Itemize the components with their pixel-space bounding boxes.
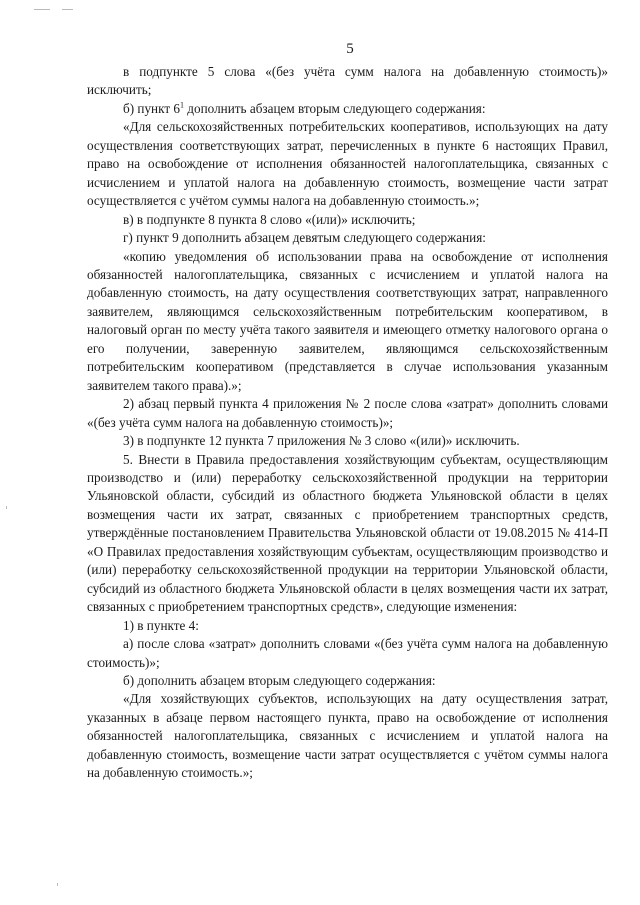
paragraph-8: 3) в подпункте 12 пункта 7 приложения № 3 слово «(или)» исключить.: [123, 433, 520, 449]
paragraph-2-suffix: дополнить абзацем вторым следующего содержания:: [184, 100, 486, 116]
paragraph-4: в) в подпункте 8 пункта 8 слово «(или)» исключить;: [123, 211, 416, 227]
scan-mark-bottom-left: [57, 883, 58, 886]
paragraph-9: 5. Внести в Правила предоставления хозяйствующим субъектам, осуществляющим производство и (или) переработку сельскохозяйственной продукции на территории Ульяновской области, субсидий из областного бюджета Ульяновской области в целях возмещения части их затрат, связанных с приобретением транспортных средств, утверждённые постановлением Правительства Ульяновской области от 19.08.2015 № 414-П «О Правилах предоставления хозяйствующим субъектам, осуществляющим производство и (или) переработку сельскохозяйственной продукции на территории Ульяновской области, субсидий из областного бюджета Ульяновской области в целях возмещения части их затрат, связанных с приобретением транспортных средств», следующие изменения:: [87, 451, 608, 615]
paragraph-5: г) пункт 9 дополнить абзацем девятым следующего содержания:: [123, 230, 486, 246]
page-number: 5: [346, 41, 354, 57]
scan-mark-top-right: [62, 9, 73, 10]
paragraph-2: [87, 100, 608, 118]
paragraph-12: б) дополнить абзацем вторым следующего содержания:: [123, 672, 436, 688]
paragraph-1: в подпункте 5 слова «(без учёта сумм налога на добавленную стоимость)» исключить;: [87, 64, 608, 98]
paragraph-3: «Для сельскохозяйственных потребительских кооперативов, использующих на дату осуществления соответствующих затрат, перечисленных в пункте 6 настоящих Правил, право на освобождение от исполнения обязанностей налогоплательщика, связанных с исчислением и уплатой налога на добавленную стоимость, возмещение части затрат осуществляется с учётом суммы налога на добавленную стоимость.»;: [87, 119, 608, 209]
document-text: [87, 63, 608, 783]
paragraph-11: а) после слова «затрат» дополнить словами «(без учёта сумм налога на добавленную стоимость)»;: [87, 636, 608, 670]
paragraph-2-prefix: б) пункт 6: [123, 100, 180, 116]
paragraph-13: «Для хозяйствующих субъектов, использующих на дату осуществления затрат, указанных в абзаце первом настоящего пункта, право на освобождение от исполнения обязанностей налогоплательщика, связанных с исчислением и уплатой налога на добавленную стоимость, возмещение части затрат осуществляется с учётом суммы налога на добавленную стоимость.»;: [87, 691, 608, 781]
paragraph-6: «копию уведомления об использовании права на освобождение от исполнения обязанностей налогоплательщика, связанных с исчислением и уплатой налога на добавленную стоимость, на дату осуществления соответствующих затрат, направленного заявителем, являющимся сельскохозяйственным потребительским кооперативом, в налоговый орган по месту учёта такого заявителя и имеющего отметку налогового органа о его получении, заверенную заявителем, являющимся сельскохозяйственным потребительским кооперативом (представляется в случае использования указанным заявителем такого права).»;: [87, 248, 608, 393]
paragraph-7: 2) абзац первый пункта 4 приложения № 2 после слова «затрат» дополнить словами «(без учёта сумм налога на добавленную стоимость)»;: [87, 396, 608, 430]
superscript: 1: [180, 100, 184, 110]
scan-mark-left: [6, 506, 7, 509]
scan-mark-top: [34, 9, 50, 10]
paragraph-10: 1) в пункте 4:: [123, 617, 199, 633]
